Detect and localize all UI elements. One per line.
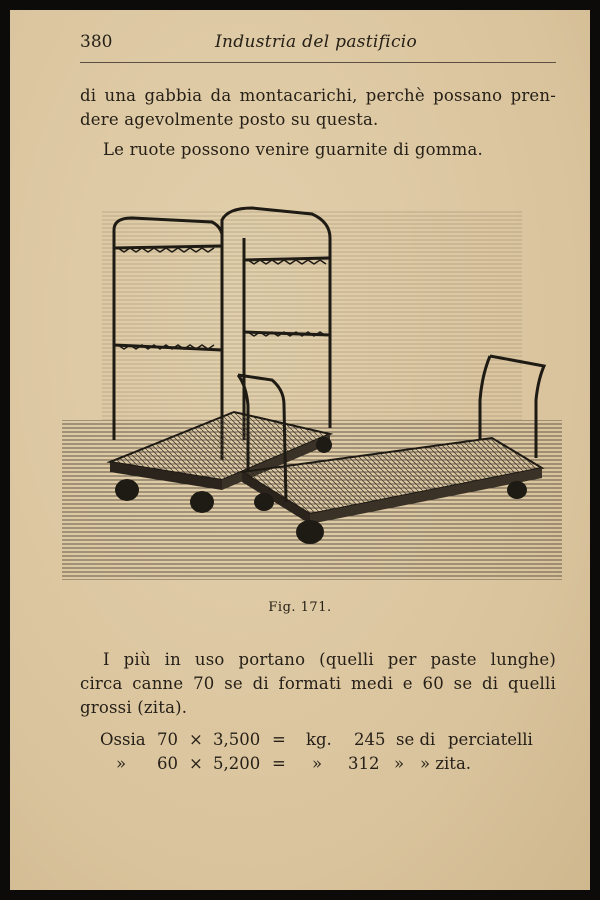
- text-line-5: circa canne 70 se di formati medi e 60 se di quelli: [80, 674, 556, 693]
- equation-row-1: [10, 730, 590, 754]
- eq-lead: »: [116, 754, 127, 773]
- text-line-3: Le ruote possono venire guarnite di gomma.: [103, 140, 483, 159]
- eq-equals: =: [272, 754, 286, 773]
- eq-times: ×: [189, 730, 203, 749]
- page-number: 380: [80, 32, 113, 52]
- eq-factor-a: 70: [157, 730, 178, 749]
- eq-factor-b: 3,500: [213, 730, 261, 749]
- eq-times: ×: [189, 754, 203, 773]
- eq-factor-a: 60: [157, 754, 178, 773]
- eq-equals: =: [272, 730, 286, 749]
- text-line-2: dere agevolmente posto su questa.: [80, 110, 379, 129]
- eq-se: se di: [396, 730, 436, 749]
- figure-caption: Fig. 171.: [268, 600, 332, 615]
- eq-unit: kg.: [306, 730, 332, 749]
- wall-shading: [102, 210, 522, 420]
- eq-item: perciatelli: [448, 730, 533, 749]
- text-line-4: I più in uso portano (quelli per paste lunghe): [103, 650, 556, 669]
- text-line-6: grossi (zita).: [80, 698, 188, 717]
- eq-result: 245: [354, 730, 386, 749]
- eq-result: 312: [348, 754, 380, 773]
- eq-lead: Ossia: [100, 730, 146, 749]
- text-line-1: di una gabbia da montacarichi, perchè possano pren-: [80, 86, 556, 105]
- running-title: Industria del pastificio: [215, 32, 418, 52]
- eq-se: »: [394, 754, 405, 773]
- page-header: [80, 32, 556, 63]
- book-page: [10, 10, 590, 890]
- eq-factor-b: 5,200: [213, 754, 261, 773]
- trolley-illustration: [62, 190, 562, 580]
- eq-unit: »: [312, 754, 323, 773]
- equation-row-2: [10, 754, 590, 778]
- eq-item: » zita.: [420, 754, 472, 773]
